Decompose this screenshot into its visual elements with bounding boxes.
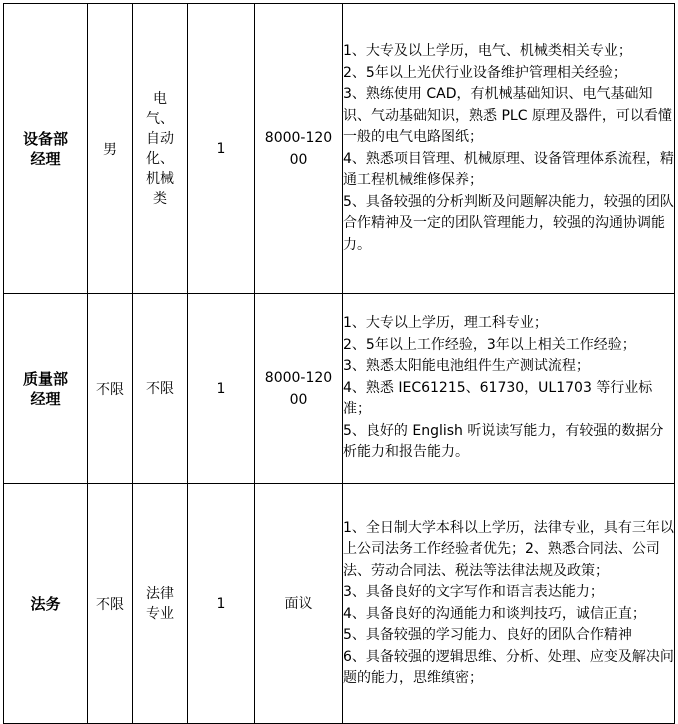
requirement-item: 5、具备较强的分析判断及问题解决能力，较强的团队合作精神及一定的团队管理能力，较强的沟通协调能力。 (343, 193, 674, 253)
requirement-item: 1、大专及以上学历，电气、机械类相关专业； (343, 43, 632, 59)
major-line: 电 (153, 90, 167, 107)
gender-cell: 不限 (88, 484, 133, 724)
requirement-item: 4、熟悉 IEC61215、61730，UL1703 等行业标准； (343, 379, 653, 418)
headcount-cell: 1 (188, 4, 255, 294)
major-line: 专业 (146, 605, 174, 622)
position-cell (4, 484, 88, 724)
gender-cell: 不限 (88, 294, 133, 484)
table-row (4, 4, 675, 294)
major-cell (133, 484, 188, 724)
requirement-item: 6、具备较强的逻辑思维、分析、处理、应变及解决问题的能力，思维缜密； (343, 648, 674, 686)
requirement-item: 3、具备良好的文字写作和语言表达能力； (343, 584, 604, 600)
requirement-item: 1、全日制大学本科以上学历，法律专业，具有三年以上公司法务工作经验者优先；2、熟悉合同法、公司法、劳动合同法、税法等法律法规及政策； (343, 519, 674, 579)
requirement-item: 3、熟练使用 CAD，有机械基础知识、电气基础知识、气动基础知识，熟悉 PLC 原理及器件，可以看懂一般的电气电路图纸； (343, 86, 672, 145)
position-line: 质量部 (22, 369, 68, 388)
salary-text: 8000-12000 (264, 369, 333, 408)
requirement-item: 4、熟悉项目管理、机械原理、设备管理体系流程，精通工程机械维修保养； (343, 150, 674, 188)
job-table (3, 3, 675, 724)
position-line: 设备部 (22, 129, 68, 148)
requirement-item: 4、具备良好的沟通能力和谈判技巧，诚信正直； (343, 605, 646, 622)
major-line: 类 (153, 190, 167, 207)
headcount-cell: 1 (188, 294, 255, 484)
position-line: 经理 (30, 149, 61, 168)
major-line: 机械 (146, 170, 174, 187)
position-line: 法务 (30, 594, 61, 613)
requirements-cell (343, 294, 675, 484)
requirement-item: 3、熟悉太阳能电池组件生产测试流程； (343, 358, 590, 375)
major-line: 法律 (146, 585, 174, 602)
headcount-cell: 1 (188, 484, 255, 724)
position-cell (4, 294, 88, 484)
table-row (4, 484, 675, 724)
major-line: 自动 (146, 130, 174, 147)
requirements-cell (343, 484, 675, 724)
major-line: 化、 (146, 150, 174, 167)
gender-cell: 男 (88, 4, 133, 294)
position-line: 经理 (30, 389, 61, 408)
salary-text: 8000-12000 (264, 129, 333, 168)
requirements-cell (343, 4, 675, 294)
requirement-item: 5、良好的 English 听说读写能力，有较强的数据分析能力和报告能力。 (343, 422, 664, 461)
salary-cell (255, 4, 343, 294)
major-cell (133, 4, 188, 294)
table-row (4, 294, 675, 484)
salary-cell (255, 294, 343, 484)
position-cell (4, 4, 88, 294)
requirement-item: 1、大专以上学历，理工科专业； (343, 315, 548, 332)
major-line: 气、 (146, 110, 174, 127)
requirement-item: 2、5年以上光伏行业设备维护管理相关经验； (343, 64, 627, 81)
salary-cell (255, 484, 343, 724)
major-cell (133, 294, 188, 484)
major-line: 不限 (146, 380, 174, 397)
requirement-item: 2、5年以上工作经验，3年以上相关工作经验； (343, 336, 636, 353)
salary-text: 面议 (284, 595, 313, 612)
requirement-item: 5、具备较强的学习能力、良好的团队合作精神 (343, 627, 632, 643)
